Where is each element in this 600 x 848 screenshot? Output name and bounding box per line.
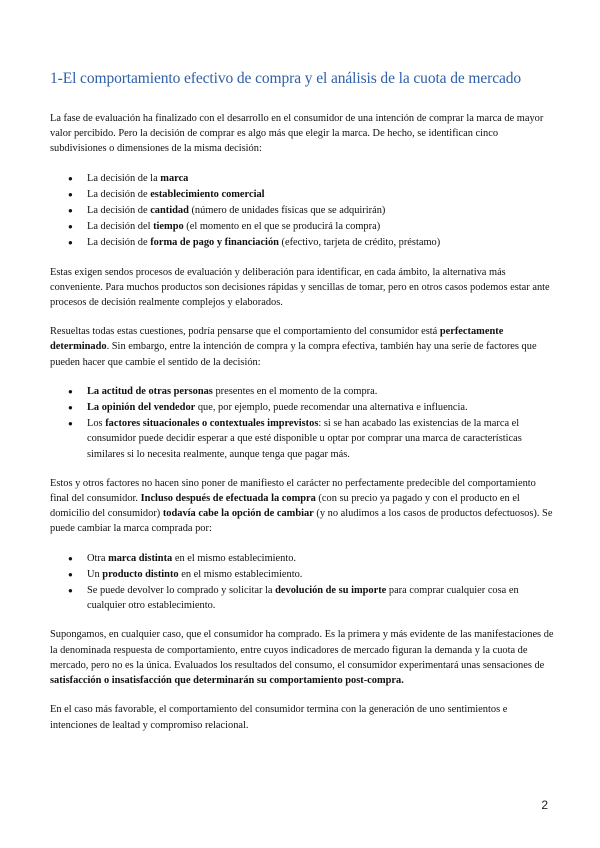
list-item: ● La decisión del tiempo (el momento en el que se producirá la compra) xyxy=(50,219,556,234)
list-item: ● La decisión de forma de pago y financiación (efectivo, tarjeta de crédito, préstamo) xyxy=(50,235,556,250)
change-options-list xyxy=(50,551,556,614)
list-item: ● La opinión del vendedor que, por ejemplo, puede recomendar una alternativa e influencia. xyxy=(50,400,556,415)
paragraph-factors-intro: Resueltas todas estas cuestiones, podría pensarse que el comportamiento del consumidor está perfectamente determinado. Sin embargo, entre la intención de compra y la compra efectiva, también hay una serie de factores que pueden hacer que cambie el sentido de la decisión: xyxy=(50,326,537,368)
list-item: ● Otra marca distinta en el mismo establecimiento. xyxy=(50,551,556,566)
paragraph-intro: La fase de evaluación ha finalizado con el desarrollo en el consumidor de una intención de comprar la marca de mayor valor percibido. Pero la decisión de comprar es algo más que elegir la marca. De hecho, se identifican cinco subdivisiones o dimensiones de la misma decisión: xyxy=(50,113,544,155)
document-body xyxy=(50,111,556,747)
decision-dimensions-list xyxy=(50,171,556,251)
list-item: ● La decisión de establecimiento comercial xyxy=(50,187,556,202)
paragraph-change-options: Estos y otros factores no hacen sino poner de manifiesto el carácter no perfectamente predecible del comportamiento final del consumidor. Incluso después de efectuada la compra (con su precio ya pagado y con el producto en el domicilio del consumidor) todavía cabe la opción de cambiar (y no aludimos a los casos de productos defectuosos). Se puede cambiar la marca comprada por: xyxy=(50,477,553,535)
section-heading: 1-El comportamiento efectivo de compra y el análisis de la cuota de mercado xyxy=(50,70,522,87)
list-item: ● La decisión de la marca xyxy=(50,171,556,186)
list-item: ● Un producto distinto en el mismo establecimiento. xyxy=(50,567,556,582)
paragraph-post-purchase: Supongamos, en cualquier caso, que el consumidor ha comprado. Es la primera y más evidente de las manifestaciones de la denominada respuesta de comportamiento, entre cuyos indicadores de mercado figuran la demanda y la cuota de mercado, pero no es la única. Evaluados los resultados del consumo, el consumidor experimentará unas sensaciones de satisfacción o insatisfacción que determinarán su comportamiento post-compra. xyxy=(50,629,554,687)
list-item: ● Los factores situacionales o contextuales imprevistos: si se han acabado las existencias de la marca el consumidor puede decidir esperar a que esté disponible u optar por comprar una marca de características similares si lo necesita realmente, aunque tenga que pagar más. xyxy=(50,416,556,462)
paragraph-loyalty: En el caso más favorable, el comportamiento del consumidor termina con la generación de uno sentimientos e intenciones de lealtad y compromiso relacional. xyxy=(50,704,508,731)
list-item: ● Se puede devolver lo comprado y solicitar la devolución de su importe para comprar cualquier cosa en cualquier otro establecimiento. xyxy=(50,583,556,613)
factors-list xyxy=(50,384,556,462)
list-item: ● La decisión de cantidad (número de unidades físicas que se adquirirán) xyxy=(50,203,556,218)
page-number: 2 xyxy=(541,798,548,812)
paragraph-evaluation: Estas exigen sendos procesos de evaluación y deliberación para identificar, en cada ámbito, la alternativa más conveniente. Para muchos productos son decisiones rápidas y sencillas de tomar, pero en otros casos podemos estar ante procesos de decisión realmente complejos y elaborados. xyxy=(50,266,550,309)
list-item: ● La actitud de otras personas presentes en el momento de la compra. xyxy=(50,384,556,399)
